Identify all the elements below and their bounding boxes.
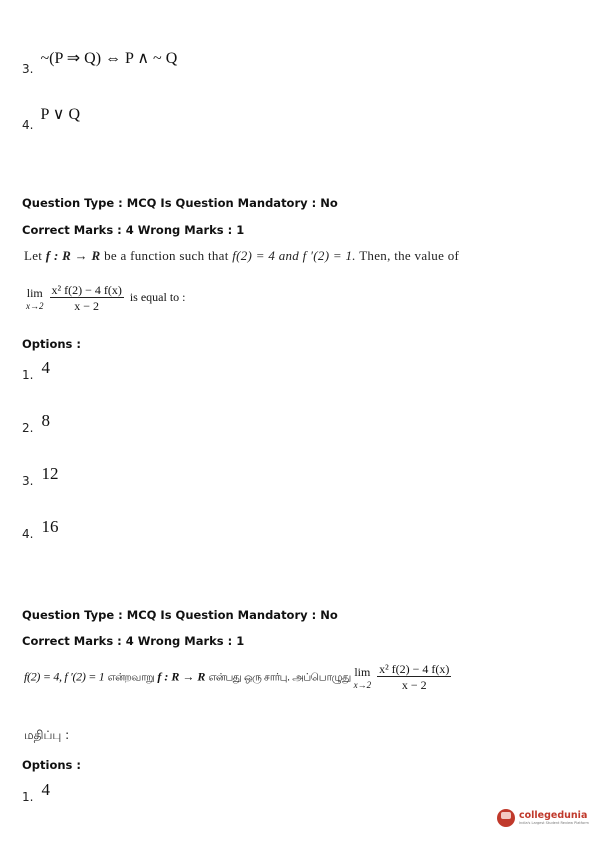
stem-suffix: Then, the value of [359, 248, 460, 263]
prev-option-4 [22, 104, 81, 132]
fraction [50, 283, 124, 314]
option-1 [22, 780, 50, 804]
question-type-line: Question Type : MCQ Is Question Mandatory : No [22, 196, 338, 210]
option-value: 16 [41, 517, 59, 536]
stem-condition: f(2) = 4, f ′(2) = 1 [24, 669, 105, 684]
lim-subscript: x→2 [26, 301, 44, 311]
option-text: ~(P ⇒ Q) ⇔ P ∧ ~ Q [40, 50, 178, 67]
option-text: P ∨ Q [40, 106, 81, 123]
lim-word: lim [26, 286, 43, 300]
limit-operator [26, 286, 44, 311]
option-number: 3. [22, 474, 34, 488]
option-3 [22, 464, 59, 488]
lim-subscript: x→2 [353, 680, 372, 690]
limit-operator [354, 665, 372, 690]
option-2 [22, 411, 50, 435]
question-type-line: Question Type : MCQ Is Question Mandatory : No [22, 608, 338, 622]
logo-text [519, 811, 589, 826]
stem-condition: f(2) = 4 and f ′(2) = 1. [232, 248, 356, 263]
option-number: 1. [22, 368, 34, 382]
collegedunia-logo [497, 806, 589, 830]
option-value: 4 [41, 780, 50, 799]
fraction-denominator: x − 2 [401, 678, 427, 692]
question-stem [24, 248, 459, 264]
fraction-denominator: x − 2 [74, 299, 100, 313]
marks-line: Correct Marks : 4 Wrong Marks : 1 [22, 634, 245, 648]
prev-option-3 [22, 48, 178, 76]
stem-function: f : R → R [45, 248, 101, 263]
option-number: 2. [22, 421, 34, 435]
stem-prefix: Let [24, 248, 43, 263]
stem-tamil-2: என்பது ஒரு சார்பு. அப்பொழுது [208, 671, 351, 684]
fraction-numerator: x² f(2) − 4 f(x) [379, 662, 450, 676]
stem-tamil-3: மதிப்பு : [24, 728, 70, 742]
option-number: 4. [22, 118, 34, 132]
logo-tagline: India's Largest Student Review Platform [519, 820, 589, 825]
options-label: Options : [22, 758, 81, 772]
logo-name: collegedunia [519, 809, 588, 821]
option-number: 4. [22, 527, 34, 541]
graduation-cap-icon [497, 809, 515, 827]
stem-tamil-1: என்றவாறு [107, 671, 155, 684]
option-value: 12 [41, 464, 59, 483]
fraction [377, 662, 451, 693]
option-number: 3. [22, 62, 34, 76]
option-number: 1. [22, 790, 34, 804]
marks-line: Correct Marks : 4 Wrong Marks : 1 [22, 223, 245, 237]
limit-expression [26, 283, 186, 314]
option-value: 4 [41, 358, 50, 377]
options-label: Options : [22, 337, 81, 351]
limit-tail: is equal to : [129, 290, 186, 305]
option-4 [22, 517, 59, 541]
question-stem-tamil [24, 662, 451, 693]
option-value: 8 [41, 411, 50, 430]
fraction-numerator: x² f(2) − 4 f(x) [51, 283, 122, 297]
option-1 [22, 358, 50, 382]
stem-function: f : R → R [157, 669, 206, 684]
stem-mid: be a function such that [104, 248, 229, 263]
lim-word: lim [354, 665, 371, 679]
